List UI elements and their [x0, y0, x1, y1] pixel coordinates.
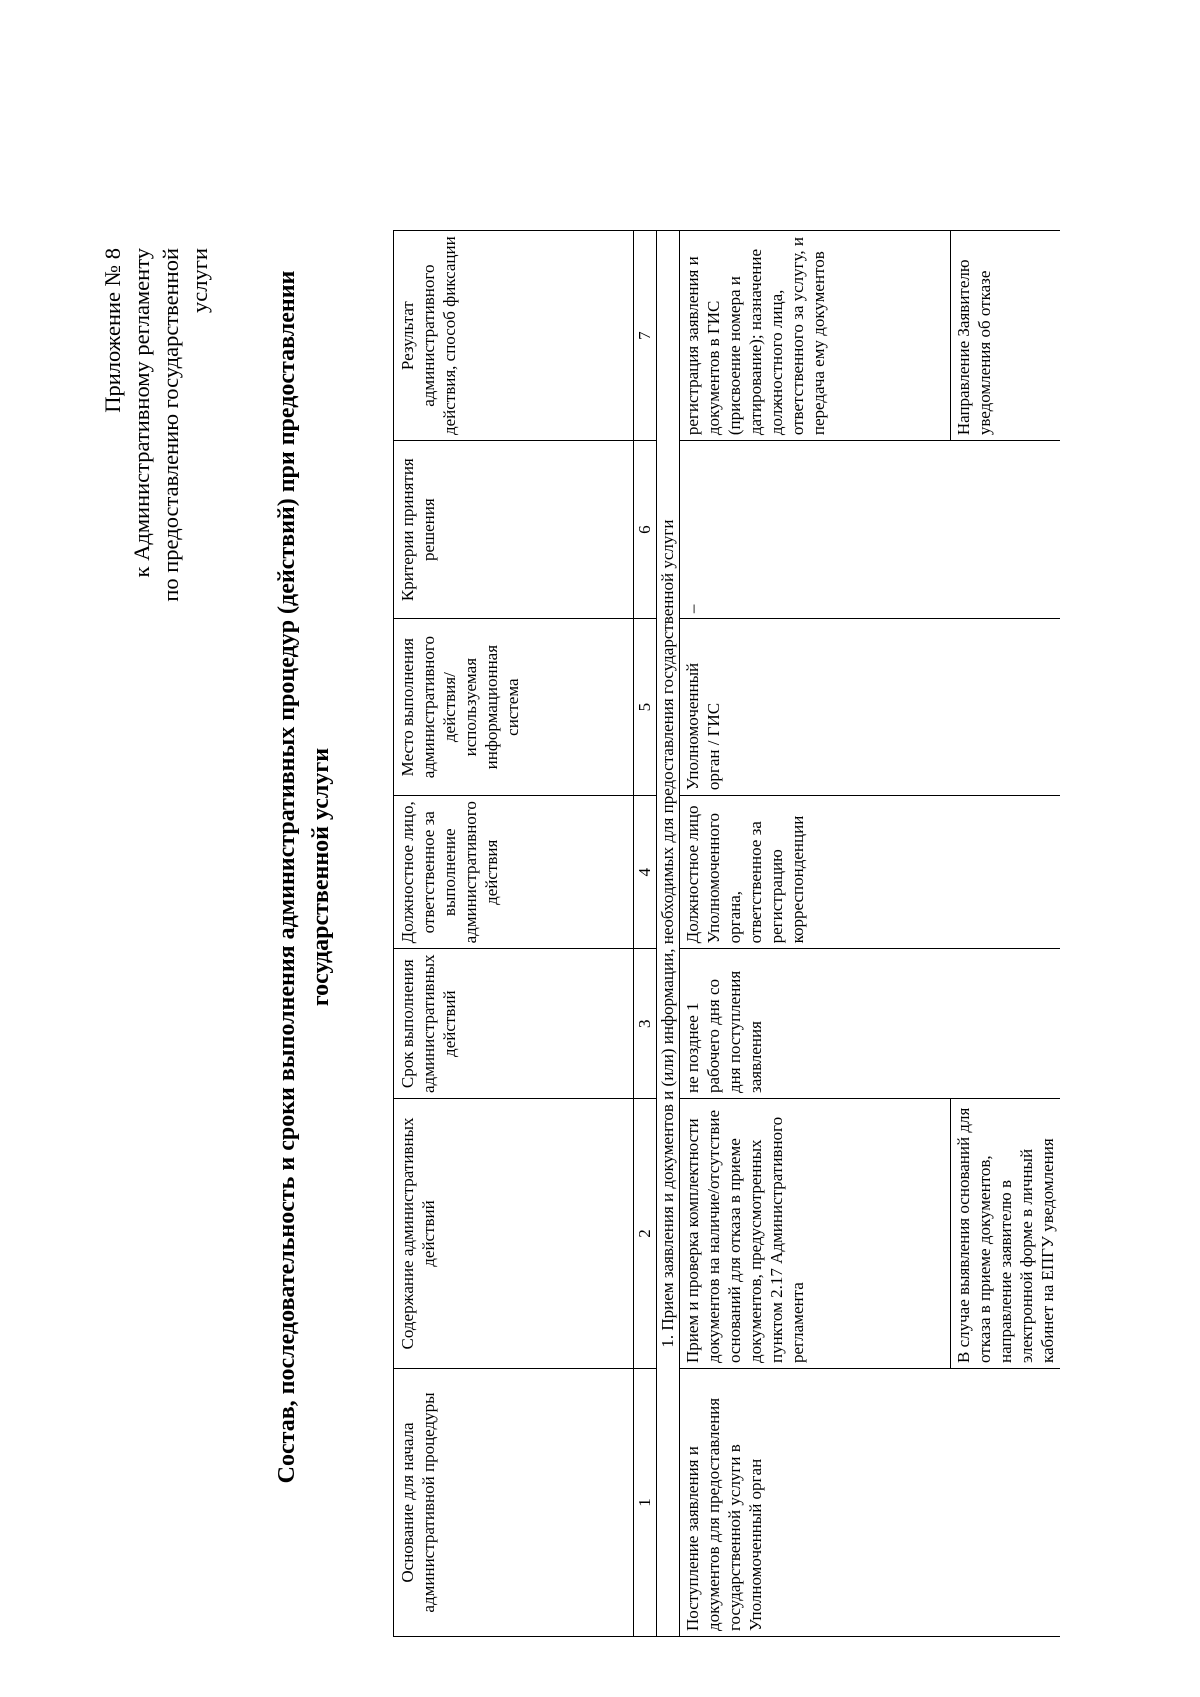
section-title: 1. Прием заявления и документов и (или) информации, необходимых для предоставления государственной услуги	[657, 231, 680, 1637]
appendix-line: Приложение № 8	[100, 248, 125, 413]
cell-result: регистрация заявления и документов в ГИС (присвоение номера и датирование); назначение должностного лица, ответственного за услугу, и передача ему документов	[680, 231, 951, 441]
cell-criteria: –	[680, 441, 1061, 619]
appendix-note	[98, 248, 214, 668]
header-cell-content: Содержание административных действий	[394, 1099, 634, 1369]
title-line: Состав, последовательность и сроки выполнения административных процедур (действий) при предоставлении	[274, 270, 300, 1484]
cell-basis: Поступление заявления и документов для предоставления государственной услуги в Уполномоченный орган	[680, 1369, 1061, 1637]
header-cell-place: Место выполнения административного действия/ используемая информационная система	[394, 619, 634, 796]
column-number: 2	[634, 1099, 657, 1369]
header-cell-term: Срок выполнения административных действий	[394, 949, 634, 1099]
section-row	[657, 231, 680, 1637]
appendix-line: услуги	[187, 248, 212, 313]
header-cell-result: Результат административного действия, способ фиксации	[394, 231, 634, 441]
header-cell-criteria: Критерии принятия решения	[394, 441, 634, 619]
column-number: 1	[634, 1369, 657, 1637]
document-title	[270, 207, 338, 1547]
cell-content: В случае выявления оснований для отказа в приеме документов, направление заявителю в электронной форме в личный кабинет на ЕПГУ уведомления	[951, 1099, 1061, 1369]
procedure-table	[393, 230, 1060, 1637]
cell-term: не позднее 1 рабочего дня со дня поступления заявления	[680, 949, 1061, 1099]
appendix-line: к Административному регламенту	[129, 248, 154, 578]
cell-result: Направление Заявителю уведомления об отказе	[951, 231, 1061, 441]
table-row	[680, 231, 951, 1637]
column-number: 3	[634, 949, 657, 1099]
column-number-row	[634, 231, 657, 1637]
column-number: 7	[634, 231, 657, 441]
header-cell-official: Должностное лицо, ответственное за выполнение административного действия	[394, 796, 634, 949]
title-line: государственной услуги	[308, 747, 334, 1007]
cell-content: Прием и проверка комплектности документов на наличие/отсутствие оснований для отказа в приеме документов, предусмотренных пунктом 2.17 Административного регламента	[680, 1099, 951, 1369]
column-number: 5	[634, 619, 657, 796]
column-number: 6	[634, 441, 657, 619]
cell-place: Уполномоченный орган / ГИС	[680, 619, 1061, 796]
cell-official: Должностное лицо Уполномоченного органа, ответственное за регистрацию корреспонденции	[680, 796, 1061, 949]
appendix-line: по предоставлению государственной	[158, 248, 183, 602]
header-row	[394, 231, 634, 1637]
column-number: 4	[634, 796, 657, 949]
header-cell-basis: Основание для начала административной процедуры	[394, 1369, 634, 1637]
